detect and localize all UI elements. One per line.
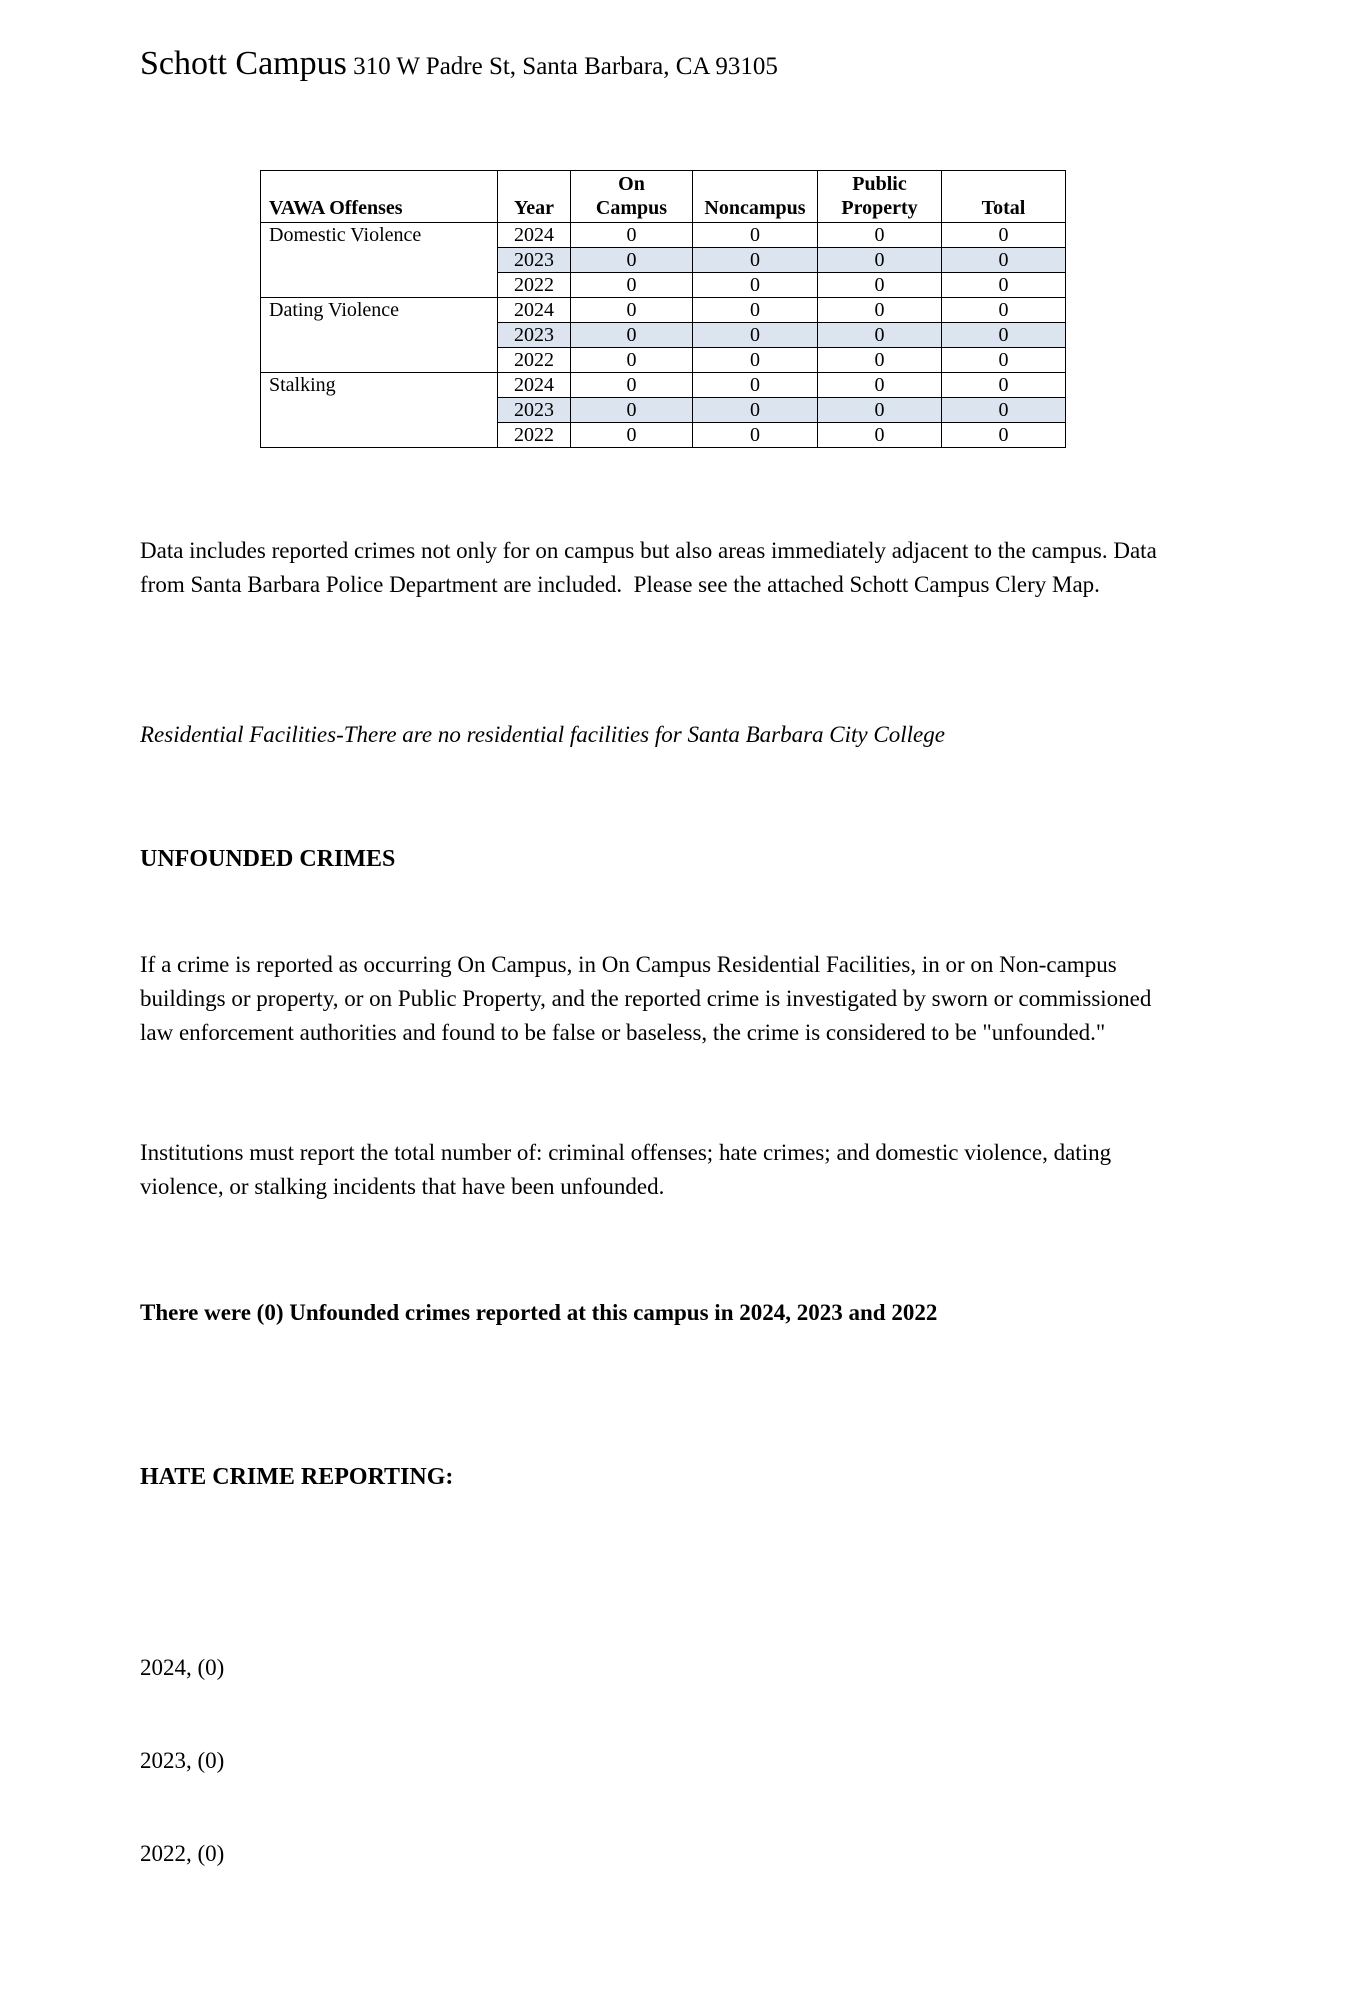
year-cell: 2023	[498, 248, 571, 273]
value-cell: 0	[818, 373, 942, 398]
hate-crime-line-2022: 2022, (0)	[140, 1841, 225, 1866]
value-cell: 0	[818, 298, 942, 323]
header-on-campus: On Campus	[571, 171, 693, 223]
value-cell: 0	[571, 273, 693, 298]
value-cell: 0	[818, 423, 942, 448]
value-cell: 0	[818, 348, 942, 373]
year-cell: 2023	[498, 323, 571, 348]
offense-cell: Domestic Violence	[261, 223, 498, 298]
value-cell: 0	[571, 248, 693, 273]
table-row	[261, 223, 1066, 248]
value-cell: 0	[693, 373, 818, 398]
value-cell: 0	[818, 398, 942, 423]
data-note-paragraph: Data includes reported crimes not only for on campus but also areas immediately adjacent to the campus. Data from Santa Barbara Police Department are included. Please see the attached Schott Campus Clery Map.	[140, 538, 1163, 597]
value-cell: 0	[942, 223, 1066, 248]
value-cell: 0	[693, 323, 818, 348]
value-cell: 0	[942, 423, 1066, 448]
value-cell: 0	[571, 223, 693, 248]
value-cell: 0	[693, 248, 818, 273]
unfounded-definition-paragraph: If a crime is reported as occurring On Campus, in On Campus Residential Facilities, in or on Non-campus buildings or property, or on Public Property, and the reported crime is investigated by sworn or commissioned law enforcement authorities and found to be false or baseless, the crime is considered to be "unfounded."	[140, 952, 1158, 1045]
value-cell: 0	[942, 298, 1066, 323]
unfounded-reporting-paragraph: Institutions must report the total number of: criminal offenses; hate crimes; and domestic violence, dating violence, or stalking incidents that have been unfounded.	[140, 1140, 1117, 1199]
campus-title: Schott Campus	[140, 45, 347, 82]
table-header-row	[261, 171, 1066, 223]
value-cell: 0	[571, 373, 693, 398]
value-cell: 0	[818, 248, 942, 273]
year-cell: 2022	[498, 348, 571, 373]
year-cell: 2023	[498, 398, 571, 423]
hate-crime-counts	[140, 1590, 1188, 1931]
value-cell: 0	[693, 398, 818, 423]
vawa-offenses-table	[260, 170, 1066, 448]
value-cell: 0	[942, 323, 1066, 348]
header-vawa-offenses: VAWA Offenses	[261, 171, 498, 223]
value-cell: 0	[818, 223, 942, 248]
hate-crime-heading: HATE CRIME REPORTING:	[140, 1464, 454, 1490]
value-cell: 0	[571, 323, 693, 348]
header-noncampus: Noncampus	[693, 171, 818, 223]
header-year: Year	[498, 171, 571, 223]
value-cell: 0	[693, 348, 818, 373]
campus-address	[347, 53, 778, 80]
value-cell: 0	[693, 223, 818, 248]
year-cell: 2022	[498, 423, 571, 448]
value-cell: 0	[693, 423, 818, 448]
table-row	[261, 373, 1066, 398]
hate-crime-line-2024: 2024, (0)	[140, 1655, 225, 1680]
value-cell: 0	[942, 348, 1066, 373]
year-cell: 2024	[498, 373, 571, 398]
value-cell: 0	[571, 348, 693, 373]
document-header	[140, 42, 1226, 92]
offense-cell: Stalking	[261, 373, 498, 448]
value-cell: 0	[571, 423, 693, 448]
value-cell: 0	[571, 298, 693, 323]
value-cell: 0	[818, 323, 942, 348]
value-cell: 0	[942, 398, 1066, 423]
table-row	[261, 298, 1066, 323]
value-cell: 0	[942, 273, 1066, 298]
year-cell: 2024	[498, 298, 571, 323]
value-cell: 0	[942, 373, 1066, 398]
value-cell: 0	[693, 298, 818, 323]
residential-facilities-note: Residential Facilities-There are no residential facilities for Santa Barbara City College	[140, 722, 945, 747]
value-cell: 0	[571, 398, 693, 423]
hate-crime-line-2023: 2023, (0)	[140, 1748, 225, 1773]
header-public-property: Public Property	[818, 171, 942, 223]
year-cell: 2024	[498, 223, 571, 248]
value-cell: 0	[693, 273, 818, 298]
year-cell: 2022	[498, 273, 571, 298]
value-cell: 0	[942, 248, 1066, 273]
campus-address-text: 310 W Padre St, Santa Barbara, CA 93105	[353, 53, 778, 80]
unfounded-crimes-heading: UNFOUNDED CRIMES	[140, 846, 396, 872]
header-total: Total	[942, 171, 1066, 223]
value-cell: 0	[818, 273, 942, 298]
unfounded-summary-line: There were (0) Unfounded crimes reported at this campus in 2024, 2023 and 2022	[140, 1300, 938, 1325]
offense-cell: Dating Violence	[261, 298, 498, 373]
